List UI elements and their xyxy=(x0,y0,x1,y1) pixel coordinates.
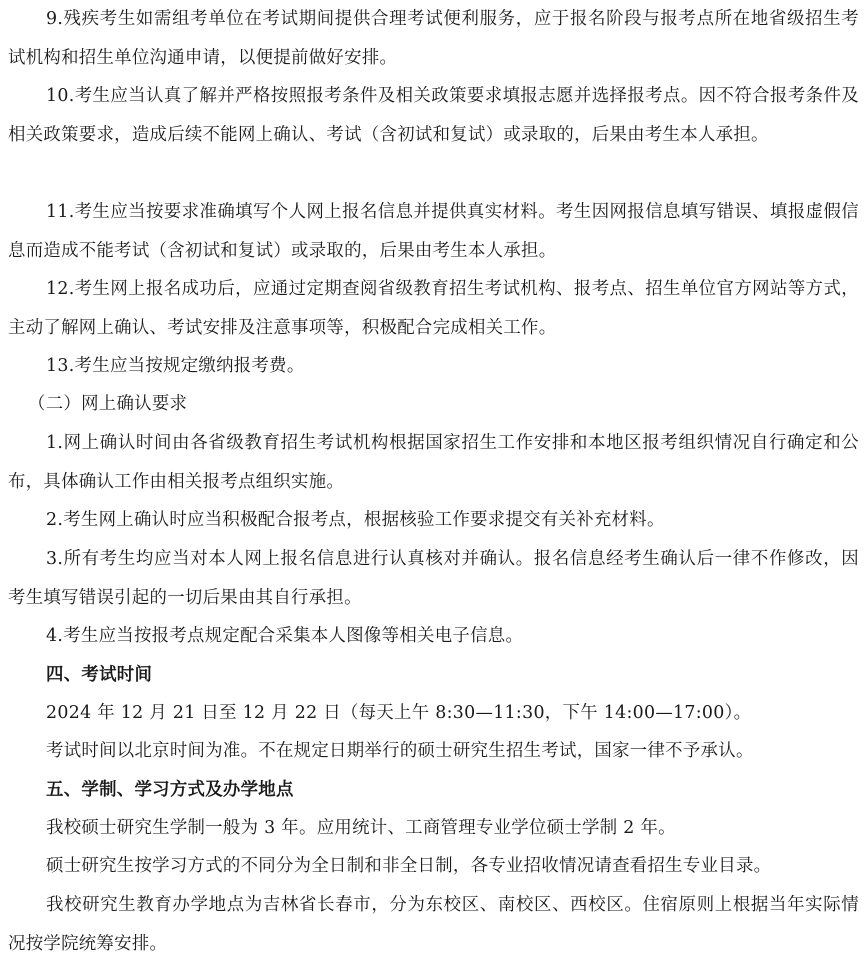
study-duration: 我校硕士研究生学制一般为 3 年。应用统计、工商管理专业学位硕士学制 2 年。 xyxy=(46,818,676,838)
paragraph-9: 9.残疾考生如需组考单位在考试期间提供合理考试便利服务，应于报名阶段与报考点所在地省级招生考试机构和招生单位沟通申请，以便提前做好安排。 xyxy=(8,9,859,68)
confirmation-item-1: 1.网上确认时间由各省级教育招生考试机构根据国家招生工作安排和本地区报考组织情况自行确定和公布，具体确认工作由相关报考点组织实施。 xyxy=(8,433,859,492)
paragraph-11: 11.考生应当按要求准确填写个人网上报名信息并提供真实材料。考生因网报信息填写错误、填报虚假信息而造成不能考试（含初试和复试）或录取的，后果由考生本人承担。 xyxy=(8,202,859,261)
section-heading-exam-time: 四、考试时间 xyxy=(46,665,153,685)
paragraph-13: 13.考生应当按规定缴纳报考费。 xyxy=(46,356,305,376)
confirmation-item-2: 2.考生网上确认时应当积极配合报考点，根据核验工作要求提交有关补充材料。 xyxy=(46,510,665,530)
study-mode: 硕士研究生按学习方式的不同分为全日制和非全日制，各专业招收情况请查看招生专业目录。 xyxy=(46,856,772,876)
section-heading-study-system: 五、学制、学习方式及办学地点 xyxy=(46,780,294,800)
confirmation-item-4: 4.考生应当按报考点规定配合采集本人图像等相关电子信息。 xyxy=(46,626,524,646)
study-location: 我校研究生教育办学地点为吉林省长春市，分为东校区、南校区、西校区。住宿原则上根据当年实际情况按学院统筹安排。 xyxy=(8,895,859,954)
paragraph-12: 12.考生网上报名成功后，应通过定期查阅省级教育招生考试机构、报考点、招生单位官方网站等方式，主动了解网上确认、考试安排及注意事项等，积极配合完成相关工作。 xyxy=(8,279,859,338)
exam-dates: 2024 年 12 月 21 日至 12 月 22 日（每天上午 8:30—11:30，下午 14:00—17:00）。 xyxy=(46,703,752,723)
confirmation-item-3: 3.所有考生均应当对本人网上报名信息进行认真核对并确认。报名信息经考生确认后一律不作修改，因考生填写错误引起的一切后果由其自行承担。 xyxy=(8,549,859,608)
paragraph-10: 10.考生应当认真了解并严格按照报考条件及相关政策要求填报志愿并选择报考点。因不符合报考条件及相关政策要求，造成后续不能网上确认、考试（含初试和复试）或录取的，后果由考生本人承担。 xyxy=(8,86,859,145)
subheading-online-confirmation: （二）网上确认要求 xyxy=(28,394,188,414)
exam-time-note: 考试时间以北京时间为准。不在规定日期举行的硕士研究生招生考试，国家一律不予承认。 xyxy=(46,741,754,761)
